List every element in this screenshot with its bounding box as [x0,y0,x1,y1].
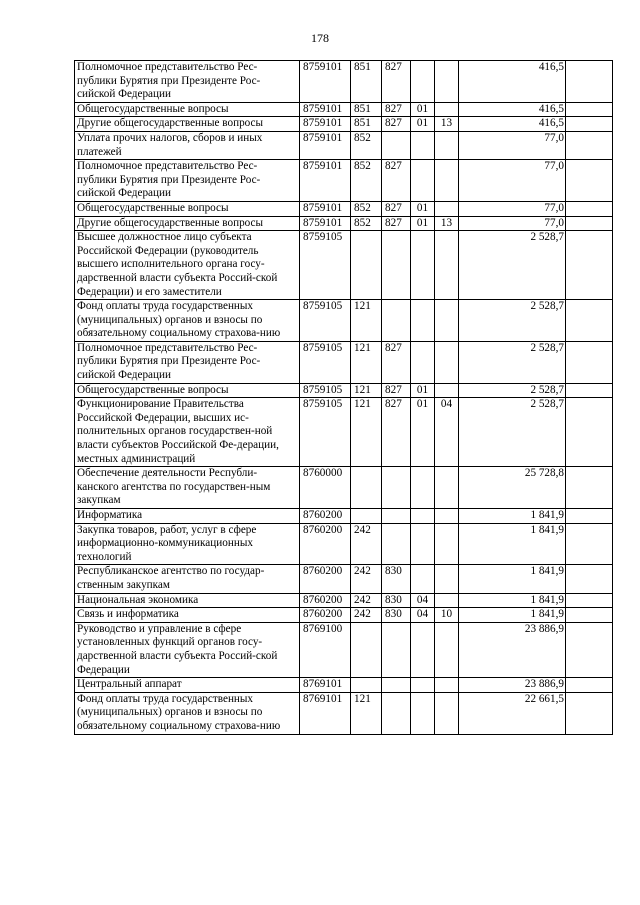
expense-type-cell [351,509,382,524]
amount-cell: 1 841,9 [459,565,566,593]
subsection-cell [435,231,459,300]
target-article-cell: 8769101 [300,692,351,734]
row-name-cell: Национальная экономика [75,593,300,608]
section-cell: 04 [411,608,435,623]
extra-cell [566,622,613,677]
target-article-cell: 8760200 [300,593,351,608]
section-cell [411,509,435,524]
subsection-cell [435,467,459,509]
row-name-cell: Республиканское агентство по государ-ственным закупкам [75,565,300,593]
table-row [75,216,613,231]
table-row [75,565,613,593]
extra-cell [566,231,613,300]
section-cell: 01 [411,102,435,117]
extra-cell [566,117,613,132]
amount-cell: 416,5 [459,61,566,103]
amount-cell: 77,0 [459,160,566,202]
extra-cell [566,61,613,103]
row-name-cell: Закупка товаров, работ, услуг в сфере информационно-коммуникационных технологий [75,523,300,565]
row-name-cell: Фонд оплаты труда государственных (муниципальных) органов и взносы по обязательному социальному страхова-нию [75,692,300,734]
amount-cell: 77,0 [459,131,566,159]
row-name-cell: Центральный аппарат [75,678,300,693]
subsection-cell [435,61,459,103]
table-row [75,622,613,677]
subsection-cell [435,201,459,216]
expense-type-cell: 852 [351,131,382,159]
expense-type-cell [351,678,382,693]
subsection-cell [435,523,459,565]
row-name-cell: Руководство и управление в сфере установленных функций органов госу-дарственной власти субъекта Россий-ской Федерации [75,622,300,677]
target-article-cell: 8759101 [300,102,351,117]
expense-type-cell: 852 [351,160,382,202]
target-article-cell: 8759101 [300,61,351,103]
section-cell [411,61,435,103]
ministry-code-cell: 827 [382,383,411,398]
section-cell [411,678,435,693]
ministry-code-cell: 827 [382,102,411,117]
expense-type-cell: 121 [351,341,382,383]
section-cell: 04 [411,593,435,608]
expense-type-cell: 851 [351,61,382,103]
ministry-code-cell [382,231,411,300]
expense-type-cell: 852 [351,216,382,231]
amount-cell: 1 841,9 [459,608,566,623]
section-cell [411,692,435,734]
expense-type-cell [351,622,382,677]
ministry-code-cell: 827 [382,398,411,467]
ministry-code-cell [382,622,411,677]
section-cell [411,565,435,593]
target-article-cell: 8759105 [300,300,351,342]
extra-cell [566,593,613,608]
table-row [75,593,613,608]
expense-type-cell [351,467,382,509]
target-article-cell: 8759101 [300,160,351,202]
amount-cell: 23 886,9 [459,678,566,693]
target-article-cell: 8759101 [300,117,351,132]
ministry-code-cell [382,131,411,159]
subsection-cell [435,160,459,202]
amount-cell: 2 528,7 [459,398,566,467]
ministry-code-cell: 827 [382,201,411,216]
expense-type-cell: 242 [351,608,382,623]
ministry-code-cell [382,523,411,565]
target-article-cell: 8759105 [300,383,351,398]
subsection-cell [435,383,459,398]
row-name-cell: Общегосударственные вопросы [75,201,300,216]
amount-cell: 2 528,7 [459,231,566,300]
ministry-code-cell: 827 [382,341,411,383]
subsection-cell [435,509,459,524]
section-cell: 01 [411,117,435,132]
table-row [75,608,613,623]
amount-cell: 2 528,7 [459,383,566,398]
row-name-cell: Уплата прочих налогов, сборов и иных платежей [75,131,300,159]
ministry-code-cell: 827 [382,216,411,231]
row-name-cell: Полномочное представительство Рес-публики Бурятия при Президенте Рос-сийской Федерации [75,61,300,103]
table-row [75,102,613,117]
table-row [75,201,613,216]
expense-type-cell: 851 [351,117,382,132]
table-row [75,300,613,342]
subsection-cell: 04 [435,398,459,467]
extra-cell [566,608,613,623]
section-cell: 01 [411,201,435,216]
row-name-cell: Высшее должностное лицо субъекта Российской Федерации (руководитель высшего исполнительного органа госу-дарственной власти субъекта Россий-ской Федерации) и его заместители [75,231,300,300]
table-row [75,678,613,693]
target-article-cell: 8769101 [300,678,351,693]
budget-table [74,60,613,735]
target-article-cell: 8759101 [300,201,351,216]
extra-cell [566,300,613,342]
row-name-cell: Общегосударственные вопросы [75,383,300,398]
target-article-cell: 8760200 [300,523,351,565]
table-row [75,160,613,202]
target-article-cell: 8759105 [300,398,351,467]
section-cell: 01 [411,216,435,231]
expense-type-cell: 121 [351,398,382,467]
table-row [75,117,613,132]
extra-cell [566,467,613,509]
ministry-code-cell [382,692,411,734]
extra-cell [566,131,613,159]
section-cell [411,231,435,300]
ministry-code-cell: 830 [382,565,411,593]
subsection-cell [435,341,459,383]
expense-type-cell: 121 [351,692,382,734]
section-cell [411,467,435,509]
row-name-cell: Другие общегосударственные вопросы [75,117,300,132]
section-cell [411,341,435,383]
expense-type-cell: 852 [351,201,382,216]
expense-type-cell: 121 [351,383,382,398]
ministry-code-cell [382,678,411,693]
amount-cell: 77,0 [459,201,566,216]
amount-cell: 2 528,7 [459,300,566,342]
table-row [75,467,613,509]
extra-cell [566,341,613,383]
target-article-cell: 8760200 [300,608,351,623]
row-name-cell: Полномочное представительство Рес-публики Бурятия при Президенте Рос-сийской Федерации [75,160,300,202]
ministry-code-cell [382,467,411,509]
amount-cell: 2 528,7 [459,341,566,383]
section-cell [411,622,435,677]
subsection-cell: 10 [435,608,459,623]
row-name-cell: Информатика [75,509,300,524]
table-row [75,341,613,383]
expense-type-cell: 851 [351,102,382,117]
row-name-cell: Функционирование Правительства Российской Федерации, высших ис-полнительных органов государствен-ной власти субъектов Российской Фе-дерации, местных администраций [75,398,300,467]
extra-cell [566,523,613,565]
page-number: 178 [311,31,329,45]
target-article-cell: 8759105 [300,341,351,383]
subsection-cell [435,692,459,734]
ministry-code-cell: 827 [382,61,411,103]
expense-type-cell: 242 [351,565,382,593]
extra-cell [566,216,613,231]
subsection-cell [435,593,459,608]
ministry-code-cell [382,300,411,342]
target-article-cell: 8759101 [300,131,351,159]
table-row [75,398,613,467]
ministry-code-cell: 830 [382,593,411,608]
extra-cell [566,383,613,398]
target-article-cell: 8759105 [300,231,351,300]
amount-cell: 22 661,5 [459,692,566,734]
amount-cell: 77,0 [459,216,566,231]
extra-cell [566,678,613,693]
table-row [75,692,613,734]
row-name-cell: Полномочное представительство Рес-публики Бурятия при Президенте Рос-сийской Федерации [75,341,300,383]
extra-cell [566,565,613,593]
section-cell: 01 [411,398,435,467]
extra-cell [566,160,613,202]
amount-cell: 23 886,9 [459,622,566,677]
section-cell [411,523,435,565]
subsection-cell [435,300,459,342]
amount-cell: 416,5 [459,117,566,132]
amount-cell: 25 728,8 [459,467,566,509]
table-row [75,61,613,103]
target-article-cell: 8759101 [300,216,351,231]
expense-type-cell: 121 [351,300,382,342]
subsection-cell [435,678,459,693]
extra-cell [566,692,613,734]
subsection-cell [435,131,459,159]
expense-type-cell: 242 [351,523,382,565]
amount-cell: 1 841,9 [459,593,566,608]
table-row [75,131,613,159]
amount-cell: 416,5 [459,102,566,117]
ministry-code-cell: 830 [382,608,411,623]
subsection-cell: 13 [435,117,459,132]
ministry-code-cell: 827 [382,160,411,202]
target-article-cell: 8760200 [300,565,351,593]
target-article-cell: 8760200 [300,509,351,524]
target-article-cell: 8760000 [300,467,351,509]
expense-type-cell [351,231,382,300]
ministry-code-cell: 827 [382,117,411,132]
subsection-cell [435,622,459,677]
subsection-cell: 13 [435,216,459,231]
row-name-cell: Обеспечение деятельности Республи-канского агентства по государствен-ным закупкам [75,467,300,509]
row-name-cell: Фонд оплаты труда государственных (муниципальных) органов и взносы по обязательному социальному страхова-нию [75,300,300,342]
extra-cell [566,509,613,524]
row-name-cell: Другие общегосударственные вопросы [75,216,300,231]
extra-cell [566,201,613,216]
row-name-cell: Общегосударственные вопросы [75,102,300,117]
table-row [75,231,613,300]
section-cell [411,131,435,159]
expense-type-cell: 242 [351,593,382,608]
subsection-cell [435,102,459,117]
extra-cell [566,102,613,117]
section-cell [411,160,435,202]
table-row [75,509,613,524]
amount-cell: 1 841,9 [459,509,566,524]
table-row [75,523,613,565]
table-body [75,61,613,735]
row-name-cell: Связь и информатика [75,608,300,623]
section-cell: 01 [411,383,435,398]
subsection-cell [435,565,459,593]
extra-cell [566,398,613,467]
section-cell [411,300,435,342]
target-article-cell: 8769100 [300,622,351,677]
table-row [75,383,613,398]
ministry-code-cell [382,509,411,524]
amount-cell: 1 841,9 [459,523,566,565]
